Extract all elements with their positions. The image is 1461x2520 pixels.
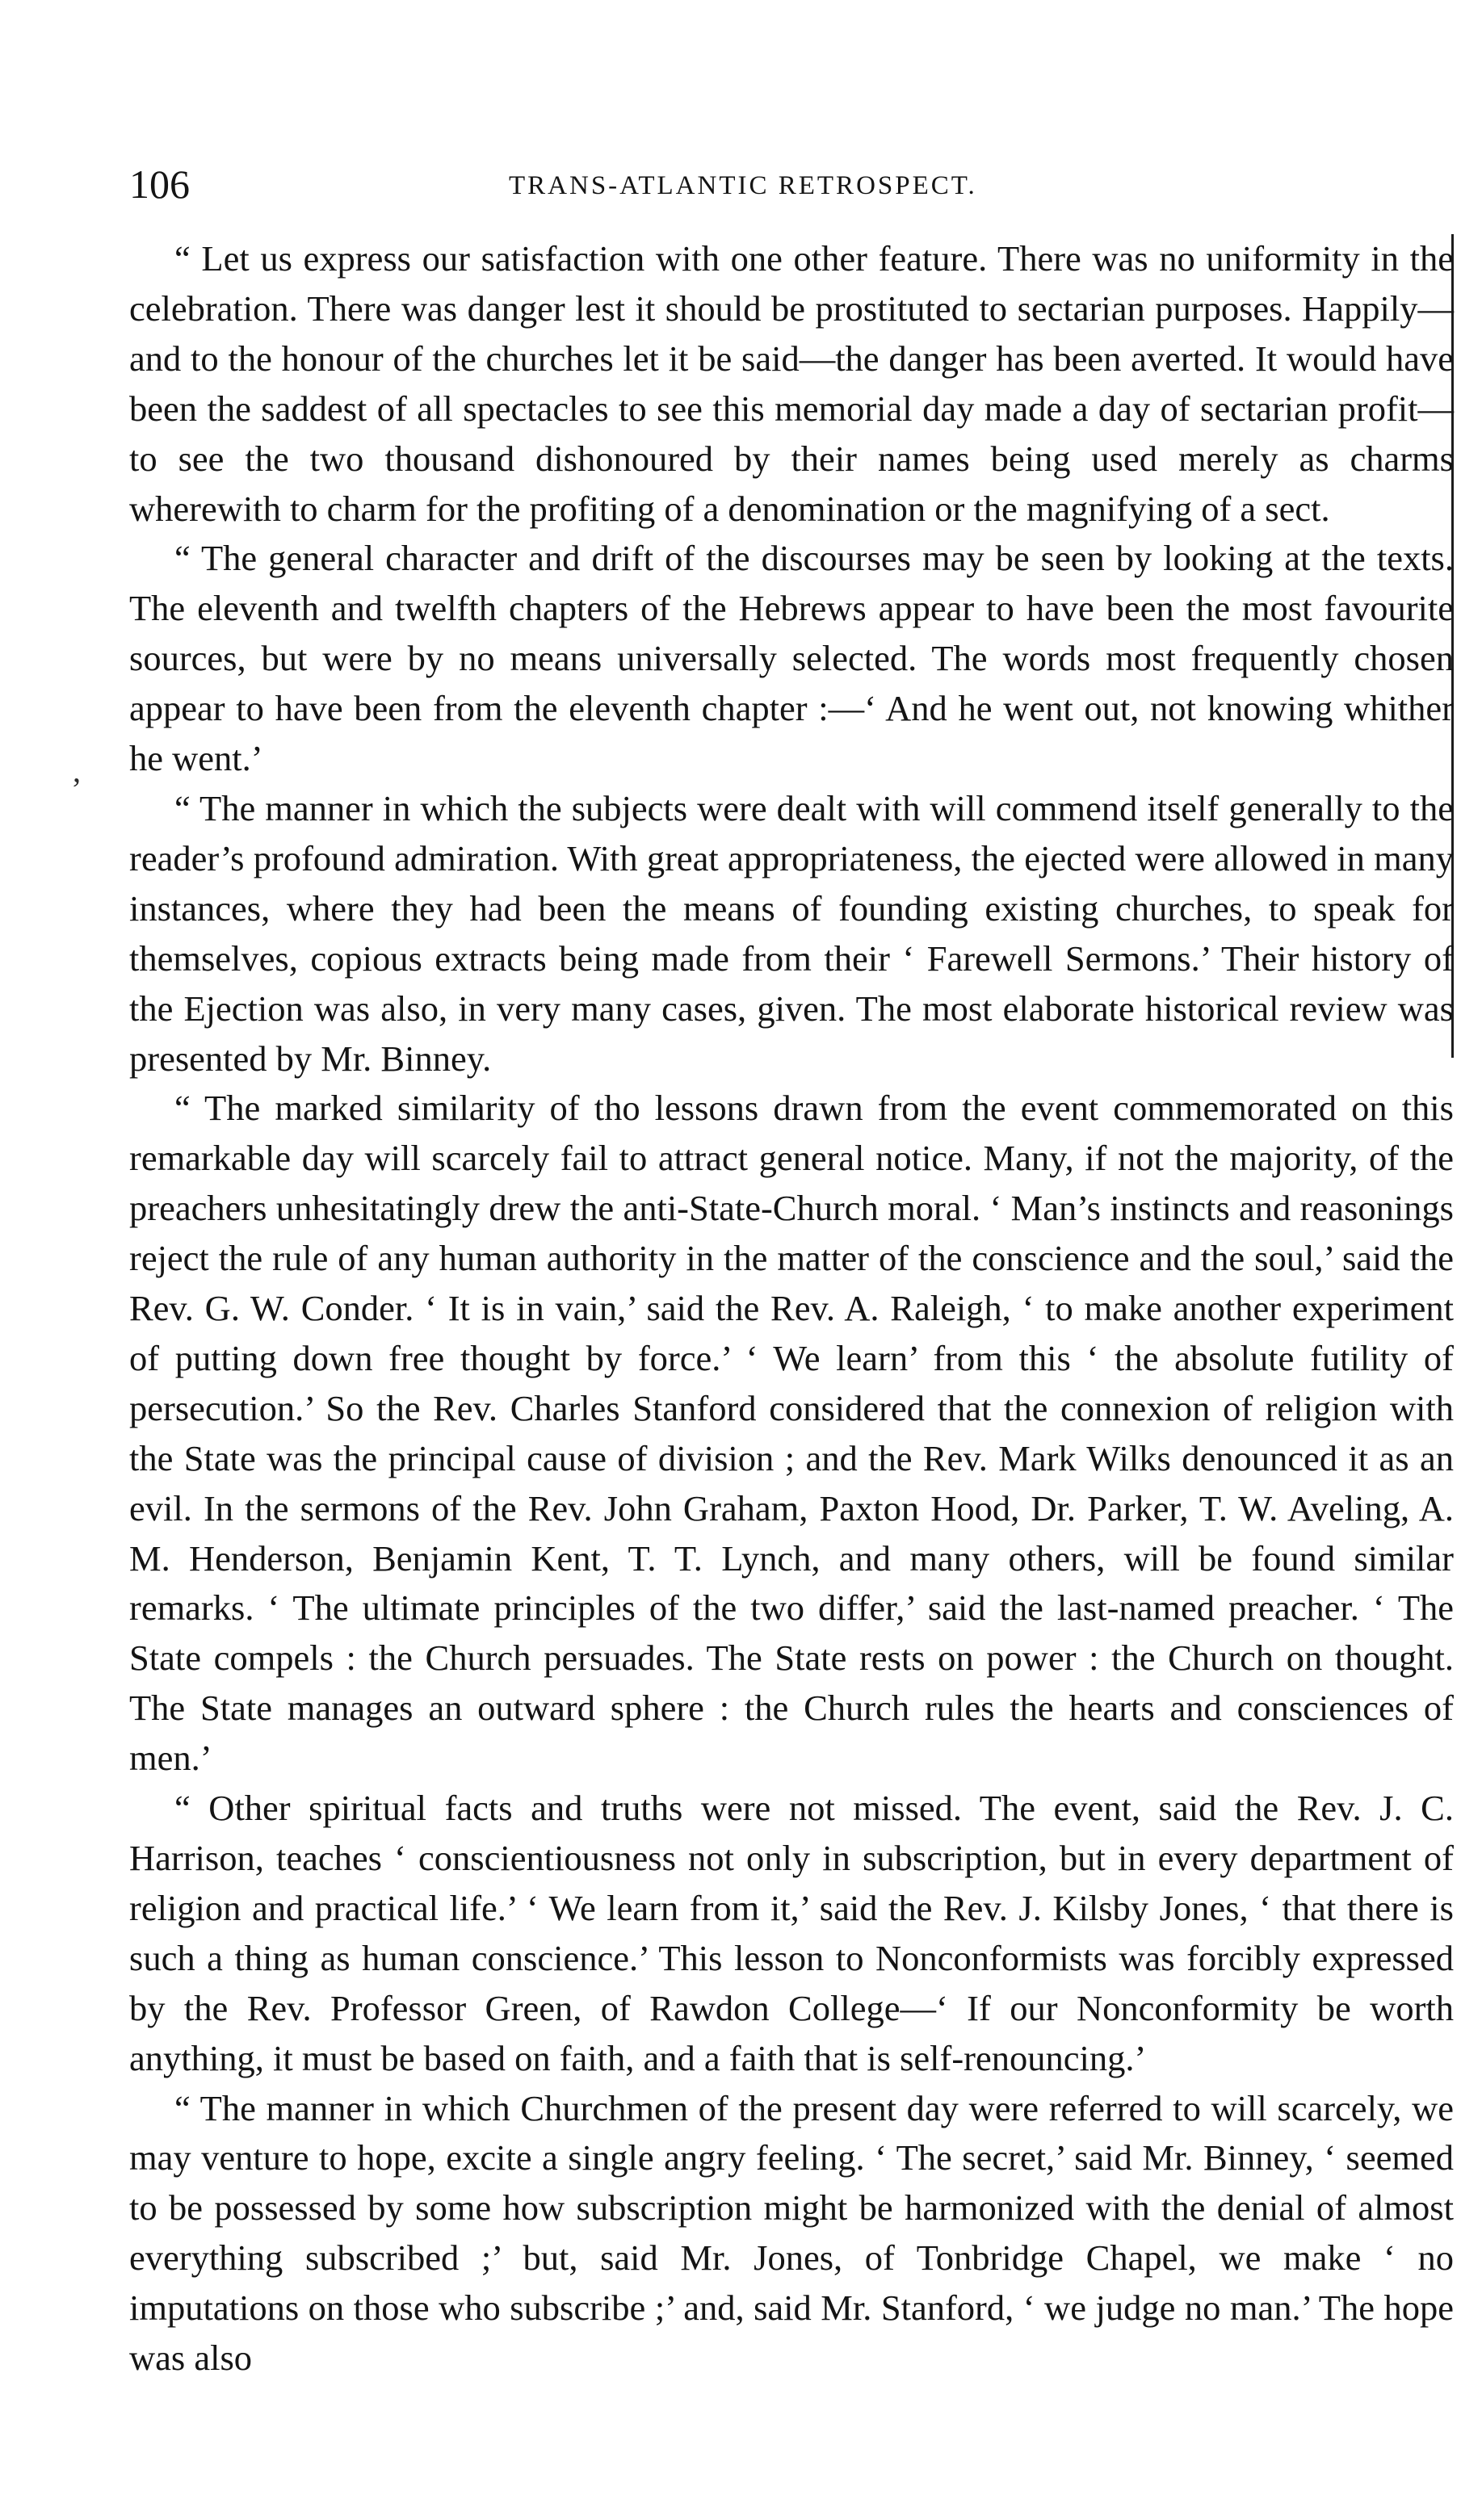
paragraph-uniformity: “ Let us express our satisfaction with one other feature. There was no uniformity in the celebration. There was danger lest it should be prostituted to sectarian purposes. Happily—and to the honour of the churches let it be said—the danger has been averted. It would have been the saddest of all spectacles to see this memorial day made a day of sectarian profit—to see the two thousand dishonoured by their names being used merely as charms wherewith to charm for the profiting of a denomination or the magnifying of a sect.	[129, 238, 1454, 529]
running-header	[129, 161, 1454, 210]
running-title: TRANS-ATLANTIC RETROSPECT.	[509, 171, 977, 200]
paragraph-churchmen: “ The manner in which Churchmen of the present day were referred to will scarcely, we may venture to hope, excite a single angry feeling. ‘ The secret,’ said Mr. Binney, ‘ seemed to be possessed by some how subscription might be harmonized with the denial of almost everything subscribed ;’ but, said Mr. Jones, of Tonbridge Chapel, we make ‘ no imputations on those who subscribe ;’ and, said Mr. Stanford, ‘ we judge no man.’ The hope was also	[129, 2087, 1454, 2379]
page-number: 106	[129, 161, 190, 207]
margin-speck: ,	[73, 753, 81, 789]
paragraph-lessons-drawn: “ The marked similarity of tho lessons drawn from the event commemorated on this remarkable day will scarcely fail to attract general notice. Many, if not the majority, of the preachers unhesitatingly drew the anti-State-Church moral. ‘ Man’s instincts and reasonings reject the rule of any human authority in the matter of the conscience and the soul,’ said the Rev. G. W. Conder. ‘ It is in vain,’ said the Rev. A. Raleigh, ‘ to make another experiment of putting down free thought by force.’ ‘ We learn’ from this ‘ the absolute futility of persecution.’ So the Rev. Charles Stanford considered that the connexion of religion with the State was the principal cause of division ; and the Rev. Mark Wilks denounced it as an evil. In the sermons of the Rev. John Graham, Paxton Hood, Dr. Parker, T. W. Aveling, A. M. Henderson, Benjamin Kent, T. T. Lynch, and many others, will be found similar remarks. ‘ The ultimate principles of the two differ,’ said the last-named preacher. ‘ The State compels : the Church persuades. The State rests on power : the Church on thought. The State manages an outward sphere : the Church rules the hearts and consciences of men.’	[129, 1088, 1454, 1779]
body-text	[129, 234, 1454, 2384]
paragraph-spiritual-facts: “ Other spiritual facts and truths were not missed. The event, said the Rev. J. C. Harrison, teaches ‘ conscientiousness not only in subscription, but in every department of religion and practical life.’ ‘ We learn from it,’ said the Rev. J. Kilsby Jones, ‘ that there is such a thing as human conscience.’ This lesson to Nonconformists was forcibly expressed by the Rev. Professor Green, of Rawdon College—‘ If our Nonconformity be worth anything, it must be based on faith, and a faith that is self-renouncing.’	[129, 1788, 1454, 2078]
paragraph-texts: “ The general character and drift of the discourses may be seen by looking at the texts. The eleventh and twelfth chapters of the Hebrews appear to have been the most favourite sources, but were by no means universally selected. The words most frequently chosen appear to have been from the eleventh chapter :—‘ And he went out, not knowing whither he went.’	[129, 538, 1454, 779]
paragraph-manner-of-subjects: “ The manner in which the subjects were dealt with will commend itself generally to the reader’s profound admiration. With great appropriateness, the ejected were allowed in many instances, where they had been the means of founding existing churches, to speak for themselves, copious extracts being made from their ‘ Farewell Sermons.’ Their history of the Ejection was also, in very many cases, given. The most elaborate historical review was presented by Mr. Binney.	[129, 787, 1454, 1079]
